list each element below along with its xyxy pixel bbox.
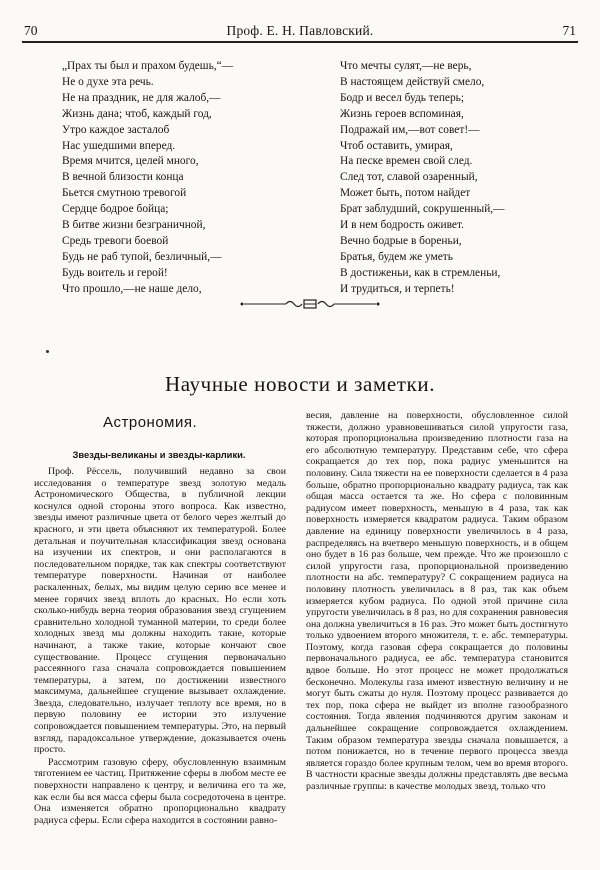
poem-line: Брат заблудший, сокрушенный,— — [340, 203, 505, 216]
header-rule — [22, 41, 578, 43]
article-paragraph: Рассмотрим газовую сферу, обусловленную взаимным тяготением ее частиц. Притяжение сферы в любом месте ее поверхности направлено к центру, и величина его та же, как если бы вся масса сферы была сосредоточена в центре. Она изменяется обратно пропорционально квадрату радиуса сферы. Если сфера находится в состоянии равно- — [34, 756, 286, 826]
poem-line: В достиженьи, как в стремленьи, — [340, 266, 501, 279]
page-number-left: 70 — [24, 23, 38, 38]
poem-line: Жизнь героев вспоминая, — [340, 107, 464, 120]
poem-line: Будь не раб тупой, безличный,— — [62, 250, 222, 263]
poem-line: Братья, будем же уметь — [340, 250, 453, 263]
poem-line: В настоящем действуй смело, — [340, 75, 485, 88]
subsection-heading: Астрономия. — [103, 414, 198, 431]
poem-line: Не на праздник, не для жалоб,— — [62, 91, 221, 104]
poem-line: На песке времен свой след. — [340, 155, 473, 168]
poem-line: И в нем бодрость оживет. — [340, 219, 464, 232]
article-paragraph: весия, давление на поверхности, обусловленное силой тяжести, должно уравновешиваться силой упругости газа, которая пропорциональна произведению плотности газа на его абсолютную температуру. Представим себе, что сфера сокращается до тех пор, пока радиус уменьшится на половину. Сила тяжести на ее поверхности сделается в 4 раза больше, обратно пропорционально квадрату радиуса, так как общая масса остается та же. Но сфера с половинным радиусом имеет поверхность, меньшую в 4 раза, так как поверхность измеряется квадратом радиуса. Таким образом давление на единицу поверхности увеличилось в 4 раза, распределяясь на вчетверо меньшую поверхность, и в общем оно будет в 16 раз больше, чем прежде. Что же произошло с силой упругости газа, пропорциональной произведению плотности на абс. температуру? С сокращением радиуса на половину плотность увеличилась в 8 раз, так как объем измеряется кубом радиуса. По одной этой причине сила упругости увеличилась в 8 раз, но для сохранения равновесия она должна увеличиться в 16 раз. Это может быть достигнуто только удвоением второго множителя, т. е. абс. температуры. Поэтому, когда газовая сфера сокращается до половины первоначального радиуса, ее абс. температура становится вдвое больше. Но этот процесс не может продолжаться бесконечно. Молекулы газа имеют известную величину и не могут быть сжаты до нуля. Поэтому процесс развивается до тех пор, пока сфера не выйдет из вполне газообразного состояния. Тогда явления подчиняются другим законам и дальнейшее сокращение сопровождается охлаждением. Таким образом температура звезды сначала повышается, а потом понижается, но в течение первого процесса звезда является гораздо более крупным телом, чем во время второго. В частности красные звезды должны представлять две весьма различные группы: в качестве молодых звезд, только что — [306, 410, 568, 792]
poem-line: Будь воитель и герой! — [62, 266, 168, 279]
poem-line: Подражай им,—вот совет!— — [340, 123, 480, 136]
article-right-column — [306, 410, 568, 793]
poem-line: Может быть, потом найдет — [340, 187, 471, 200]
poem-line: Не о духе эта речь. — [62, 75, 154, 88]
running-title: Проф. Е. Н. Павловский. — [226, 23, 374, 38]
poem-line: Бодр и весел будь теперь; — [340, 91, 465, 104]
poem-line: Нас ушедшими вперед. — [62, 139, 176, 152]
poem-left-column — [62, 59, 322, 298]
poem-line: В битве жизни безграничной, — [62, 219, 206, 232]
poem-line: Вечно бодрые в бореньи, — [340, 234, 462, 247]
poem-line: Чтоб оставить, умирая, — [340, 139, 453, 152]
article-left-column — [34, 466, 286, 826]
poem-line: Сердце бодрое бойца; — [62, 203, 169, 216]
poem-line: Жизнь дана; чтоб, каждый год, — [62, 107, 212, 120]
poem-line: Средь тревоги боевой — [62, 234, 169, 247]
running-header — [22, 20, 578, 42]
poem-line: В вечной близости конца — [62, 171, 184, 184]
poem-right-column — [340, 59, 580, 298]
poem-line: Утро каждое засталоб — [62, 123, 170, 136]
poem-line: Бьется смутною тревогой — [62, 187, 187, 200]
article-paragraph: Проф. Рëссель, получивший недавно за свои исследования о температуре звезд золотую медаль Астрономического Общества, в публичной лекции коснулся одной стороны этого вопроса. Как известно, звезды имеют различные цвета от белого через желтый до красного, и эти цвета объясняют их температурой. Более детальная и поучительная классификация звезд основана на изучении их спектров, и они располагаются в последовательном порядке, так как спектры соответствуют температуре поверхности. Начиная от наиболее раскаленных, белых, мы видим целую серию все менее и менее горячих звезд вплоть до красных. Но если хоть сколько-нибудь верна теория образования звезд сгущением сравнительно холодной туманной материи, то среди более холодных звезд мы должны находить такие, которые начинают, а также такие, которые кончают свое существование. Процесс сгущения первоначально рассеянного газа сначала сопровождается повышением температуры, а затем, по достижении известного максимума, дальнейшее сгущение вызывает охлаждение. Звезда, следовательно, излучает теплоту все время, но в первую половину ее истории это излучение сопровождается повышением температуры. Это, на первый взгляд, парадоксальное утверждение, доказывается очень просто. — [34, 466, 286, 756]
stray-mark — [46, 350, 49, 353]
poem-line: Время мчится, целей много, — [62, 155, 199, 168]
article-title: Звезды-великаны и звезды-карлики. — [72, 449, 246, 460]
ornament-divider-icon — [240, 297, 380, 311]
section-title: Научные новости и заметки. — [164, 372, 436, 396]
poem-line: Что мечты сулят,—не верь, — [340, 60, 472, 72]
page-number-right: 71 — [562, 23, 576, 38]
poem-line: След тот, славой озаренный, — [340, 171, 478, 184]
poem-line: Что прошло,—не наше дело, — [62, 282, 202, 295]
poem-line: „Прах ты был и прахом будешь,“— — [62, 60, 234, 72]
poem-line: И трудиться, и терпеть! — [340, 282, 455, 295]
